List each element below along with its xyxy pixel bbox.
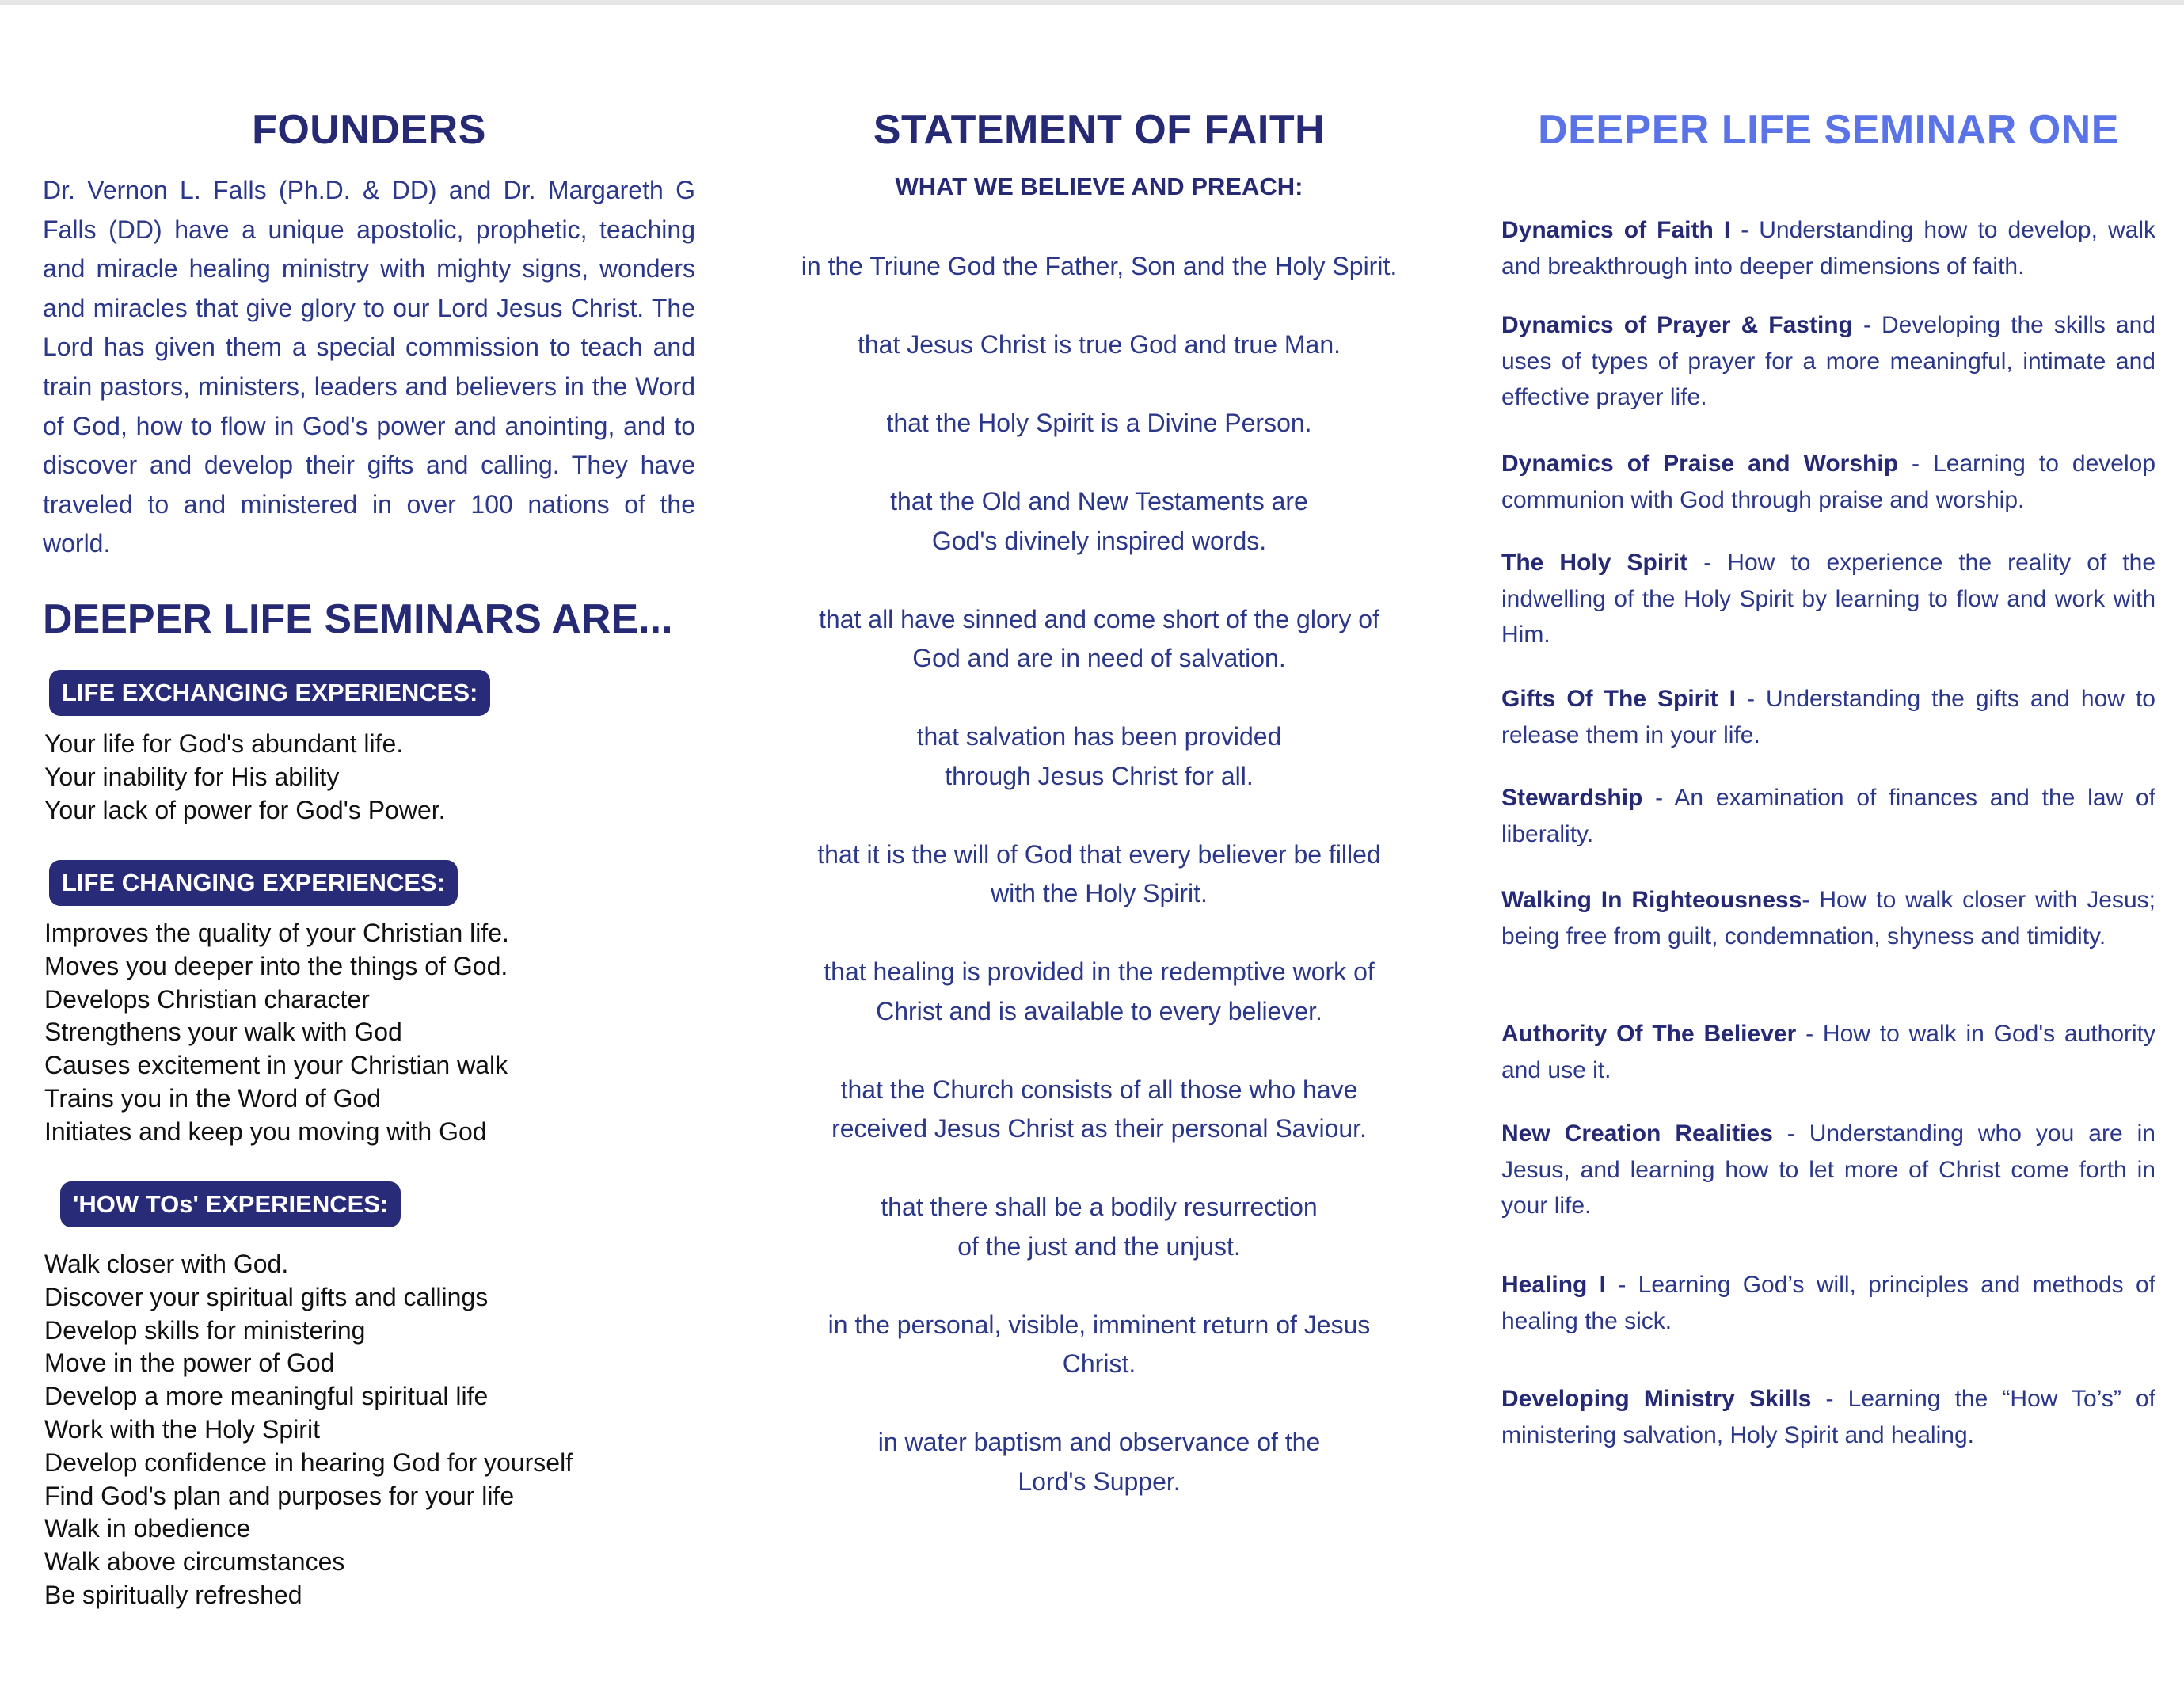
life-exchanging-badge: LIFE EXCHANGING EXPERIENCES: xyxy=(49,670,490,716)
list-item: Your life for God's abundant life. xyxy=(44,729,404,758)
seminar-item xyxy=(1501,681,2155,753)
list-item: Trains you in the Word of God xyxy=(44,1083,382,1113)
seminar-one-title: DEEPER LIFE SEMINAR ONE xyxy=(1538,107,2119,153)
seminar-item xyxy=(1501,1016,2155,1088)
seminar-description: - Understanding who you are in Jesus, and learning how to let more of Christ come forth in your life. xyxy=(1501,1120,2155,1219)
list-item: Improves the quality of your Christian life. xyxy=(44,919,509,947)
list-item: Develop confidence in hearing God for yourself xyxy=(44,1448,573,1477)
seminar-title: New Creation Realities xyxy=(1501,1120,1773,1147)
seminar-item xyxy=(1501,1116,2155,1224)
founders-title: FOUNDERS xyxy=(252,107,486,153)
seminar-item xyxy=(1501,212,2155,284)
seminar-description: - Learning to develop communion with God through praise and worship. xyxy=(1501,451,2156,513)
seminar-description: - Understanding how to develop, walk and breakthrough into deeper dimensions of faith. xyxy=(1501,217,2156,280)
list-item: Your lack of power for God's Power. xyxy=(44,795,446,824)
list-item: Develops Christian character xyxy=(44,984,370,1014)
seminar-item xyxy=(1501,1267,2155,1339)
seminar-title: Dynamics of Praise and Worship xyxy=(1501,451,1899,477)
belief-item: that salvation has been provided through Jesus Christ for all. xyxy=(916,722,1282,790)
belief-item: that the Church consists of all those who have received Jesus Christ as their personal Saviour. xyxy=(831,1075,1367,1143)
seminar-item xyxy=(1501,882,2155,954)
howtos-badge: 'HOW TOs' EXPERIENCES: xyxy=(60,1181,401,1227)
faith-title: STATEMENT OF FAITH xyxy=(873,107,1326,153)
seminar-title: Developing Ministry Skills xyxy=(1501,1386,1812,1412)
seminar-title: Stewardship xyxy=(1501,785,1643,811)
belief-item: that all have sinned and come short of the glory of God and are in need of salvation. xyxy=(819,604,1379,672)
seminar-item xyxy=(1501,446,2155,518)
list-item: Work with the Holy Spirit xyxy=(44,1414,320,1444)
life-changing-badge: LIFE CHANGING EXPERIENCES: xyxy=(49,860,458,906)
list-item: Walk above circumstances xyxy=(44,1547,345,1577)
list-item: Develop skills for ministering xyxy=(44,1315,366,1345)
belief-item: that there shall be a bodily resurrection of the just and the unjust. xyxy=(881,1193,1318,1261)
belief-item: that the Holy Spirit is a Divine Person. xyxy=(886,409,1312,437)
list-item: Your inability for His ability xyxy=(44,762,340,791)
belief-item: that Jesus Christ is true God and true Man. xyxy=(857,330,1341,359)
seminar-item xyxy=(1501,307,2155,416)
list-item: Causes excitement in your Christian walk xyxy=(44,1051,508,1080)
seminar-item xyxy=(1501,780,2155,852)
seminar-item xyxy=(1501,1381,2155,1453)
belief-item: that it is the will of God that every believer be filled with the Holy Spirit. xyxy=(817,839,1381,907)
list-item: Strengthens your walk with God xyxy=(44,1018,402,1047)
seminar-description: - Learning the “How To’s” of ministering salvation, Holy Spirit and healing. xyxy=(1501,1386,2156,1448)
life-exchanging-list xyxy=(44,728,446,827)
life-changing-list xyxy=(44,917,509,1149)
seminar-title: Dynamics of Prayer & Fasting xyxy=(1501,312,1853,338)
list-item: Initiates and keep you moving with God xyxy=(44,1117,487,1146)
seminar-title: Walking In Righteousness xyxy=(1501,887,1802,913)
faith-subtitle: WHAT WE BELIEVE AND PREACH: xyxy=(895,173,1303,200)
seminar-description: - How to walk closer with Jesus; being free from guilt, condemnation, shyness and timidity. xyxy=(1501,887,2155,949)
seminars-heading: DEEPER LIFE SEMINARS ARE... xyxy=(43,596,673,642)
seminar-title: Gifts Of The Spirit I xyxy=(1501,686,1737,712)
list-item: Discover your spiritual gifts and callings xyxy=(44,1282,489,1311)
seminar-item xyxy=(1501,545,2155,653)
belief-item: in water baptism and observance of the Lord's Supper. xyxy=(877,1428,1321,1496)
founders-text: Dr. Vernon L. Falls (Ph.D. & DD) and Dr. Margareth G Falls (DD) have a unique apostolic, prophetic, teaching and miracle healing ministry with mighty signs, wonders and miracles that give glory to our Lord Jesus Christ. The Lord has given them a special commission to teach and train pastors, ministers, leaders and believers in the Word of God, how to flow in God's power and anointing, and to discover and develop their gifts and calling. They have traveled to and ministered in over 100 nations of the world. xyxy=(43,176,695,558)
seminar-description: - How to experience the reality of the indwelling of the Holy Spirit by learning to flow and work with Him. xyxy=(1501,550,2156,648)
top-border xyxy=(0,0,2184,5)
list-item: Be spiritually refreshed xyxy=(44,1580,302,1609)
belief-item: that healing is provided in the redemptive work of Christ and is available to every believer. xyxy=(824,957,1375,1025)
seminar-title: Healing I xyxy=(1501,1272,1607,1298)
howtos-list xyxy=(44,1248,573,1612)
seminar-title: The Holy Spirit xyxy=(1501,550,1688,576)
belief-item: in the Triune God the Father, Son and the Holy Spirit. xyxy=(801,252,1398,280)
belief-item: that the Old and New Testaments are God's divinely inspired words. xyxy=(890,487,1308,555)
beliefs-list xyxy=(760,247,1438,1541)
seminar-description: - Learning God’s will, principles and methods of healing the sick. xyxy=(1501,1272,2155,1334)
seminar-description: - How to walk in God's authority and use it. xyxy=(1501,1021,2156,1083)
list-item: Develop a more meaningful spiritual life xyxy=(44,1382,489,1411)
list-item: Walk closer with God. xyxy=(44,1250,289,1278)
seminar-description: - Understanding the gifts and how to release them in your life. xyxy=(1501,686,2155,748)
list-item: Moves you deeper into the things of God. xyxy=(44,951,508,980)
list-item: Find God's plan and purposes for your life xyxy=(44,1481,515,1510)
seminar-description: - An examination of finances and the law of liberality. xyxy=(1501,785,2155,847)
seminar-title: Dynamics of Faith I xyxy=(1501,217,1731,243)
seminar-description: - Developing the skills and uses of types of prayer for a more meaningful, intimate and effective prayer life. xyxy=(1501,312,2155,410)
belief-item: in the personal, visible, imminent return of Jesus Christ. xyxy=(828,1310,1371,1378)
list-item: Walk in obedience xyxy=(44,1514,251,1543)
seminar-title: Authority Of The Believer xyxy=(1501,1021,1797,1047)
list-item: Move in the power of God xyxy=(44,1349,335,1378)
